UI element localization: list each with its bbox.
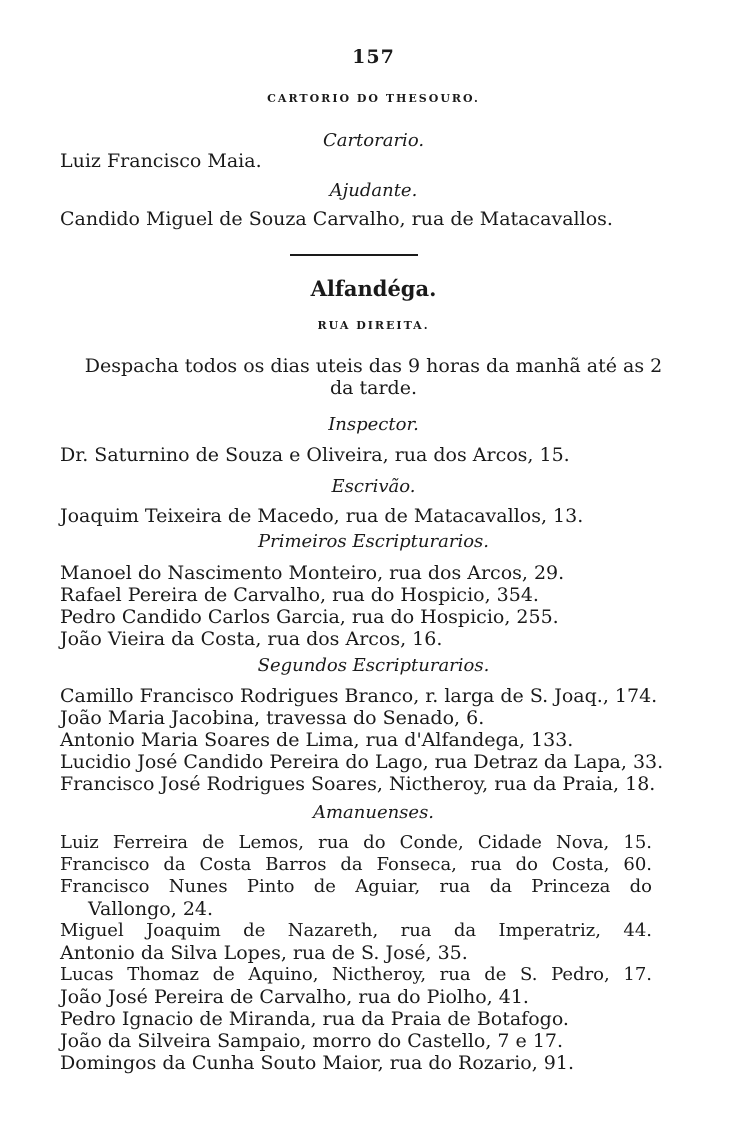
section-divider: [290, 254, 418, 256]
ajudante-name: Candido Miguel de Souza Carvalho, rua de Matacavallos.: [60, 208, 613, 230]
list-item: Camillo Francisco Rodrigues Branco, r. larga de S. Joaq., 174.: [60, 685, 658, 707]
list-item: Antonio da Silva Lopes, rua de S. José, 35.: [60, 942, 468, 964]
role-primeiros: Primeiros Escripturarios.: [257, 531, 489, 552]
list-item: Francisco da Costa Barros da Fonseca, rua do Costa, 60.: [60, 854, 652, 875]
list-item: Luiz Ferreira de Lemos, rua do Conde, Cidade Nova, 15.: [60, 832, 652, 853]
list-item: Manoel do Nascimento Monteiro, rua dos Arcos, 29.: [60, 562, 565, 584]
role-segundos: Segundos Escripturarios.: [257, 655, 490, 676]
role-inspector: Inspector.: [328, 414, 419, 435]
role-cartorario: Cartorario.: [322, 130, 425, 151]
list-item: Vallongo, 24.: [88, 898, 214, 920]
hours-line-2: da tarde.: [329, 377, 418, 399]
alfandega-street: RUA DIREITA.: [317, 319, 430, 332]
list-item: Lucas Thomaz de Aquino, Nictheroy, rua de S. Pedro, 17.: [60, 964, 652, 985]
page-number: 157: [352, 46, 395, 68]
list-item: Rafael Pereira de Carvalho, rua do Hospicio, 354.: [60, 584, 539, 606]
role-ajudante: Ajudante.: [329, 180, 418, 201]
list-item: João da Silveira Sampaio, morro do Castello, 7 e 17.: [60, 1030, 564, 1052]
escrivao-entry: Joaquim Teixeira de Macedo, rua de Matacavallos, 13.: [60, 505, 584, 527]
section-header: CARTORIO DO THESOURO.: [267, 92, 480, 105]
inspector-entry: Dr. Saturnino de Souza e Oliveira, rua dos Arcos, 15.: [60, 444, 570, 466]
role-amanuenses: Amanuenses.: [312, 802, 435, 823]
list-item: João Maria Jacobina, travessa do Senado, 6.: [60, 707, 485, 729]
list-item: Domingos da Cunha Souto Maior, rua do Rozario, 91.: [60, 1052, 575, 1074]
list-item: Antonio Maria Soares de Lima, rua d'Alfandega, 133.: [60, 729, 574, 751]
list-item: Lucidio José Candido Pereira do Lago, rua Detraz da Lapa, 33.: [60, 751, 664, 773]
alfandega-title: Alfandéga.: [310, 276, 437, 301]
list-item: Francisco Nunes Pinto de Aguiar, rua da Princeza do: [60, 876, 652, 897]
list-item: Pedro Ignacio de Miranda, rua da Praia de Botafogo.: [60, 1008, 569, 1030]
role-escrivao: Escrivão.: [331, 476, 416, 497]
list-item: Miguel Joaquim de Nazareth, rua da Imperatriz, 44.: [60, 920, 652, 941]
cartorario-name: Luiz Francisco Maia.: [60, 150, 262, 172]
hours-line-1: Despacha todos os dias uteis das 9 horas da manhã até as 2: [84, 355, 663, 377]
list-item: Pedro Candido Carlos Garcia, rua do Hospicio, 255.: [60, 606, 559, 628]
list-item: Francisco José Rodrigues Soares, Nictheroy, rua da Praia, 18.: [60, 773, 656, 795]
list-item: João José Pereira de Carvalho, rua do Piolho, 41.: [60, 986, 529, 1008]
list-item: João Vieira da Costa, rua dos Arcos, 16.: [60, 628, 443, 650]
